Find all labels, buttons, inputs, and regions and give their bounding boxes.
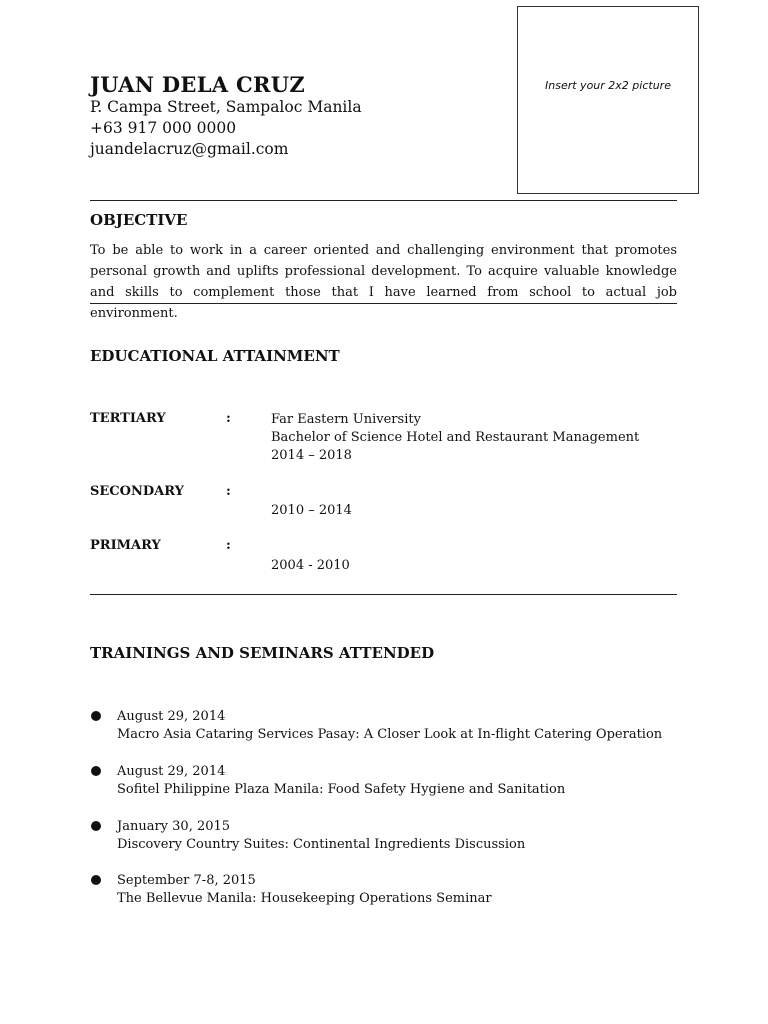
- photo-placeholder-label: Insert your 2x2 picture: [545, 79, 671, 92]
- training-date: September 7-8, 2015: [117, 873, 256, 888]
- divider: [90, 594, 677, 595]
- education-colon: :: [226, 411, 231, 426]
- primary-years: 2004 - 2010: [271, 558, 350, 573]
- education-colon: :: [226, 484, 231, 499]
- phone-number: +63 917 000 0000: [90, 119, 237, 137]
- divider: [90, 303, 677, 304]
- tertiary-school: Far Eastern University: [271, 412, 421, 427]
- bullet-icon: [91, 875, 101, 885]
- bullet-icon: [91, 711, 101, 721]
- tertiary-course: Bachelor of Science Hotel and Restaurant Management: [271, 430, 640, 445]
- email-address: juandelacruz@gmail.com: [90, 140, 289, 158]
- education-colon: :: [226, 538, 231, 553]
- training-title: The Bellevue Manila: Housekeeping Operations Seminar: [117, 891, 492, 906]
- bullet-icon: [91, 821, 101, 831]
- objective-heading: OBJECTIVE: [90, 211, 188, 229]
- education-level-primary: PRIMARY: [90, 538, 161, 553]
- training-title: Sofitel Philippine Plaza Manila: Food Safety Hygiene and Sanitation: [117, 782, 566, 797]
- secondary-years: 2010 – 2014: [271, 503, 352, 518]
- training-title: Macro Asia Cataring Services Pasay: A Closer Look at In-flight Catering Operation: [117, 727, 663, 742]
- objective-text: To be able to work in a career oriented and challenging environment that promotes personal growth and uplifts professional development. To acquire valuable knowledge and skills to complement those that I have learned from school to actual job environment.: [90, 243, 677, 321]
- trainings-heading: TRAININGS AND SEMINARS ATTENDED: [90, 644, 435, 662]
- tertiary-years: 2014 – 2018: [271, 448, 352, 463]
- bullet-icon: [91, 766, 101, 776]
- photo-placeholder-box: [517, 6, 699, 194]
- applicant-name: JUAN DELA CRUZ: [90, 72, 305, 97]
- education-level-tertiary: TERTIARY: [90, 411, 166, 426]
- training-date: August 29, 2014: [117, 709, 226, 724]
- divider: [90, 200, 677, 201]
- training-date: January 30, 2015: [117, 819, 231, 834]
- address: P. Campa Street, Sampaloc Manila: [90, 98, 362, 116]
- education-level-secondary: SECONDARY: [90, 484, 184, 499]
- education-heading: EDUCATIONAL ATTAINMENT: [90, 347, 340, 365]
- training-date: August 29, 2014: [117, 764, 226, 779]
- training-title: Discovery Country Suites: Continental Ingredients Discussion: [117, 837, 526, 852]
